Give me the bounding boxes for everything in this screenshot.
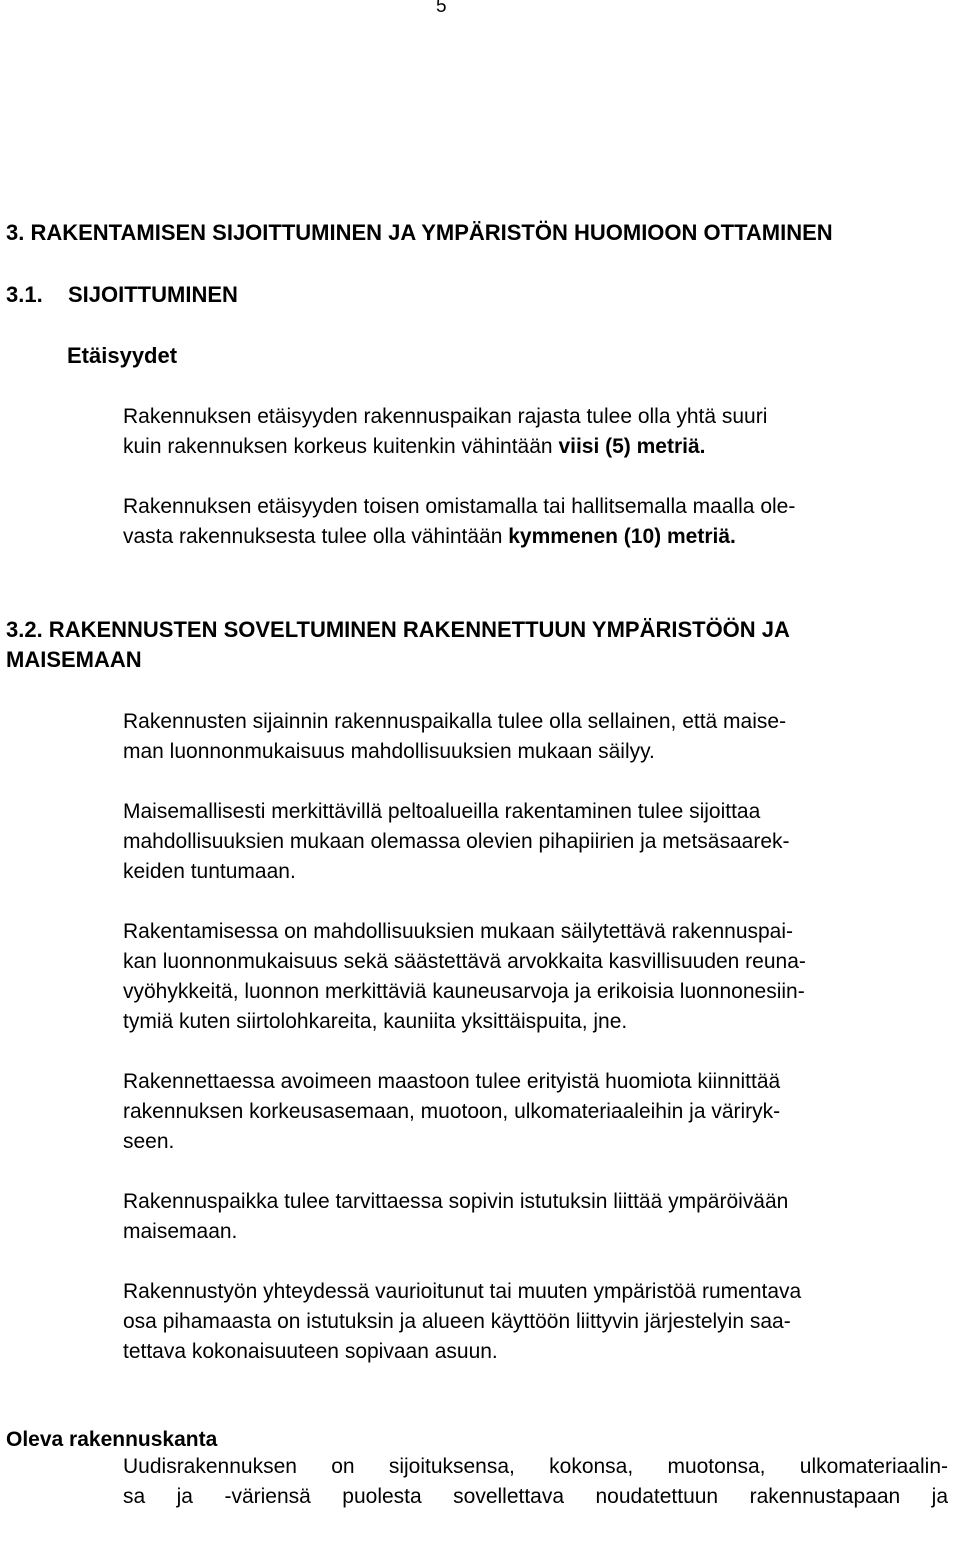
paragraph-line: kan luonnonmukaisuus sekä säästettävä arvokkaita kasvillisuuden reuna-	[123, 950, 806, 973]
paragraph-line: Rakennuksen etäisyyden rakennuspaikan rajasta tulee olla yhtä suuri	[123, 405, 768, 428]
paragraph-line: Maisemallisesti merkittävillä peltoalueilla rakentaminen tulee sijoittaa	[123, 800, 761, 823]
paragraph-line: vyöhykkeitä, luonnon merkittäviä kauneusarvoja ja erikoisia luonnonesiin-	[123, 980, 805, 1003]
paragraph-line: Rakennuspaikka tulee tarvittaessa sopivin istutuksin liittää ympäröivään	[123, 1190, 789, 1213]
paragraph-line	[123, 522, 948, 552]
paragraph-line: Uudisrakennuksen on sijoituksensa, kokonsa, muotonsa, ulkomateriaalin-	[123, 1455, 948, 1478]
paragraph-distance-boundary	[123, 402, 948, 462]
bold-requirement: viisi (5) metriä.	[558, 435, 706, 458]
paragraph-line: Rakennustyön yhteydessä vaurioitunut tai muuten ympäristöä rumentava	[123, 1280, 802, 1303]
paragraph-line: Rakennuksen etäisyyden toisen omistamalla tai hallitsemalla maalla ole-	[123, 495, 796, 518]
section-3-1-number: 3.1.	[6, 282, 43, 307]
paragraph-line: mahdollisuuksien mukaan olemassa olevien pihapiirien ja metsäsaarek-	[123, 830, 790, 853]
paragraph-text: kuin rakennuksen korkeus kuitenkin vähintään	[123, 435, 559, 458]
paragraph-line: rakennuksen korkeusasemaan, muotoon, ulkomateriaaleihin ja väriryk-	[123, 1100, 781, 1123]
paragraph-distance-neighbor	[123, 492, 948, 552]
paragraph-line: Rakennusten sijainnin rakennuspaikalla tulee olla sellainen, että maise-	[123, 710, 787, 733]
section-3-1-title: SIJOITTUMINEN	[68, 282, 238, 307]
paragraph-line: sa ja -väriensä puolesta sovellettava noudatettuun rakennustapaan ja	[123, 1485, 948, 1508]
paragraph-landscape-4	[123, 1067, 948, 1157]
section-3-heading: 3. RAKENTAMISEN SIJOITTUMINEN JA YMPÄRISTÖN HUOMIOON OTTAMINEN	[6, 220, 833, 245]
paragraph-landscape-1	[123, 707, 948, 767]
paragraph-line: man luonnonmukaisuus mahdollisuuksien mukaan säilyy.	[123, 740, 655, 763]
paragraph-text: vasta rakennuksesta tulee olla vähintään	[123, 525, 509, 548]
paragraph-line: maisemaan.	[123, 1220, 238, 1243]
paragraph-landscape-3	[123, 917, 948, 1037]
paragraph-landscape-5	[123, 1187, 948, 1247]
paragraph-landscape-2	[123, 797, 948, 887]
subheading-oleva-rakennuskanta: Oleva rakennuskanta	[6, 1428, 218, 1451]
section-3-2-heading-line: MAISEMAAN	[6, 647, 142, 672]
page-number: 5	[436, 0, 447, 17]
paragraph-line: Rakennettaessa avoimeen maastoon tulee erityistä huomiota kiinnittää	[123, 1070, 781, 1093]
bold-requirement: kymmenen (10) metriä.	[508, 525, 736, 548]
section-3-2-heading	[6, 615, 946, 675]
paragraph-line	[123, 432, 948, 462]
paragraph-line: keiden tuntumaan.	[123, 860, 296, 883]
paragraph-existing-buildings	[123, 1452, 948, 1512]
subheading-etaisyydet: Etäisyydet	[67, 343, 178, 368]
paragraph-line: Rakentamisessa on mahdollisuuksien mukaan säilytettävä rakennuspai-	[123, 920, 794, 943]
paragraph-line: seen.	[123, 1130, 175, 1153]
paragraph-line: tettava kokonaisuuteen sopivaan asuun.	[123, 1340, 498, 1363]
section-3-2-heading-line: 3.2. RAKENNUSTEN SOVELTUMINEN RAKENNETTUUN YMPÄRISTÖÖN JA	[6, 617, 790, 642]
paragraph-line: osa pihamaasta on istutuksin ja alueen käyttöön liittyvin järjestelyin saa-	[123, 1310, 791, 1333]
paragraph-landscape-6	[123, 1277, 948, 1367]
section-3-1-heading	[6, 280, 238, 310]
paragraph-line: tymiä kuten siirtolohkareita, kauniita yksittäispuita, jne.	[123, 1010, 628, 1033]
